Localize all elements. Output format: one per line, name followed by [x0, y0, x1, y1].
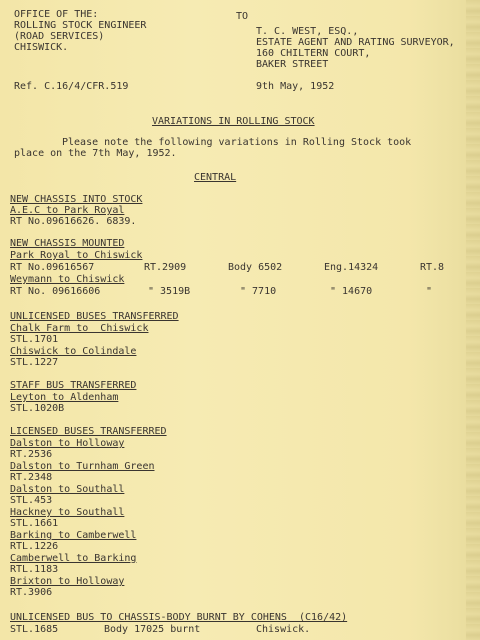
paper-edge — [466, 0, 480, 640]
vehicle-number: STL.1227 — [10, 357, 59, 368]
to-label: TO — [236, 11, 249, 22]
route-line: Camberwell to Barking — [10, 553, 137, 564]
section-heading-burnt: UNLICENSED BUS TO CHASSIS-BODY BURNT BY COHENS (C16/42) — [10, 612, 348, 623]
route-line: Brixton to Holloway — [10, 576, 125, 587]
section-heading-new-chassis-stock: NEW CHASSIS INTO STOCK — [10, 194, 143, 205]
vehicle-number: STL.1020B — [10, 403, 65, 414]
mounted-fleet-no: RT.2909 — [144, 262, 187, 273]
vehicle-number: STL.453 — [10, 495, 53, 506]
section-heading-licensed-buses: LICENSED BUSES TRANSFERRED — [10, 426, 167, 437]
section-heading-unlicensed-buses: UNLICENSED BUSES TRANSFERRED — [10, 311, 179, 322]
location: Chiswick. — [256, 624, 311, 635]
vehicle-number: RTL.1226 — [10, 541, 59, 552]
body-burnt-note: Body 17025 burnt — [104, 624, 201, 635]
central-heading: CENTRAL — [194, 172, 237, 183]
from-line-3: (ROAD SERVICES) — [14, 31, 105, 42]
section-heading-new-chassis-mounted: NEW CHASSIS MOUNTED — [10, 238, 125, 249]
vehicle-number: STL.1661 — [10, 518, 59, 529]
route-line: Chiswick to Colindale — [10, 346, 137, 357]
vehicle-number: STL.1685 — [10, 624, 59, 635]
route-line: Chalk Farm to Chiswick — [10, 323, 149, 334]
intro-line-1: Please note the following variations in Rolling Stock took — [62, 137, 412, 148]
to-line-4: BAKER STREET — [256, 59, 329, 70]
mounted-body-no: Body 6502 — [228, 262, 283, 273]
route-line: Barking to Camberwell — [10, 530, 137, 541]
route-line: Dalston to Southall — [10, 484, 125, 495]
vehicle-number: RT.2536 — [10, 449, 53, 460]
route-line: Leyton to Aldenham — [10, 392, 119, 403]
vehicle-detail: RT No.09616626. 6839. — [10, 216, 137, 227]
vehicle-number: RT.2348 — [10, 472, 53, 483]
to-line-3: 160 CHILTERN COURT, — [256, 48, 371, 59]
document-title: VARIATIONS IN ROLLING STOCK — [152, 116, 315, 127]
reference: Ref. C.16/4/CFR.519 — [14, 81, 129, 92]
from-line-1: OFFICE OF THE: — [14, 9, 99, 20]
to-line-1: T. C. WEST, ESQ., — [256, 26, 359, 37]
section-heading-staff-bus: STAFF BUS TRANSFERRED — [10, 380, 137, 391]
route-line: A.E.C to Park Royal — [10, 205, 125, 216]
route-line: Weymann to Chiswick — [10, 274, 125, 285]
mounted-engine-no: Eng.14324 — [324, 262, 379, 273]
mounted-type: RT.8 — [420, 262, 445, 273]
mounted-engine-no: " 14670 — [330, 286, 373, 297]
letter-date: 9th May, 1952 — [256, 81, 335, 92]
from-line-2: ROLLING STOCK ENGINEER — [14, 20, 147, 31]
route-line: Park Royal to Chiswick — [10, 250, 143, 261]
intro-line-2: place on the 7th May, 1952. — [14, 148, 177, 159]
route-line: Hackney to Southall — [10, 507, 125, 518]
vehicle-number: RT.3906 — [10, 587, 53, 598]
route-line: Dalston to Turnham Green — [10, 461, 155, 472]
mounted-chassis-no: RT No.09616567 — [10, 262, 95, 273]
vehicle-number: RTL.1183 — [10, 564, 59, 575]
vehicle-number: STL.1701 — [10, 334, 59, 345]
mounted-chassis-no: RT No. 09616606 — [10, 286, 101, 297]
mounted-fleet-no: " 3519B — [148, 286, 191, 297]
from-line-4: CHISWICK. — [14, 42, 69, 53]
to-line-2: ESTATE AGENT AND RATING SURVEYOR, — [256, 37, 455, 48]
mounted-type: " — [426, 286, 433, 297]
mounted-body-no: " 7710 — [240, 286, 277, 297]
route-line: Dalston to Holloway — [10, 438, 125, 449]
